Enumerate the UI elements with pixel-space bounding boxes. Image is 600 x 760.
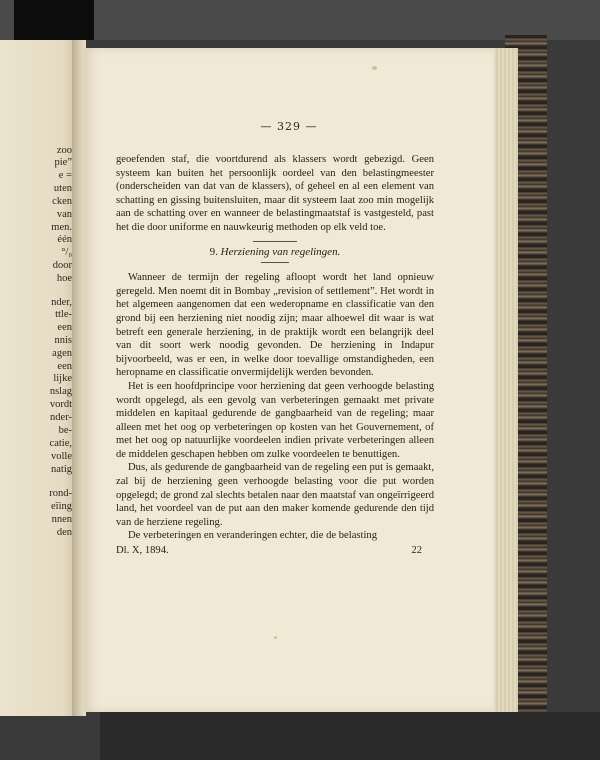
divider <box>261 262 289 263</box>
left-page-text-fragment: eïing <box>51 501 72 512</box>
left-page <box>0 40 78 716</box>
left-page-text-fragment: uten <box>53 183 72 194</box>
left-page-text-fragment: pie” <box>54 157 72 168</box>
section-title: Herziening van regelingen. <box>220 245 341 258</box>
paragraph: Het is een hoofdprincipe voor herziening dat geen verhoogde belasting wordt opgelegd, als een gevolg van verbeteringen gemaakt met private middelen en kapitaal gedurende de gangbaarheid van de regeling; maar alleen met het oog op verbeteringen op kosten van het Gouvernement, of met het oog op natuurlijke voordeelen indien private verbeteringen alleen de middelen geschapen hebben om zulke voordeelen te benuttigen. <box>116 380 434 460</box>
section-heading <box>116 246 434 260</box>
left-page-text-fragment: volle <box>51 451 72 462</box>
left-page-text-fragment: zoo <box>56 145 72 156</box>
paragraph: De verbeteringen en veranderingen echter, die de belasting <box>128 530 377 542</box>
right-page <box>84 48 494 712</box>
intro-paragraph: geoefenden staf, die voortdurend als klassers wordt gebezigd. Geen systeem kan buiten het persoonlijk oordeel van den belastingmeester (onderscheiden van dat van de klassers), of geheel en al een element van schatting en gissing buitensluiten, maar dit systeem laat zoo min mogelijk aan de schatting over en wanneer de belastingmaatstaf is vastgesteld, past het die door uniforme en nauwkeurig methoden op elk veld toe. <box>116 154 434 233</box>
left-page-text-fragment: lijke <box>53 373 72 384</box>
left-page-text-fragment: °/₀ <box>61 247 72 258</box>
paragraph: Dus, als gedurende de gangbaarheid van de regeling een put is gemaakt, zal bij de herziening geen verhoogde belasting voor die put worden opgelegd; de grond zal slechts betalen naar den maatstaf van ongeïrrigeerd land, het voordeel van de put aan den maker komende gedurende den tijd van de herziene regeling. <box>116 462 434 528</box>
left-page-text-fragment: een <box>57 361 72 372</box>
left-page-text-fragment: één <box>57 234 72 245</box>
section-number: 9. <box>209 245 218 258</box>
left-page-text-fragment: rond- <box>49 488 72 499</box>
paper-spot <box>274 636 277 639</box>
left-page-text-fragment: nnis <box>54 335 72 346</box>
left-page-text-fragment: door <box>52 260 72 271</box>
left-page-text-fragment: nslag <box>49 386 72 397</box>
background-bottom <box>100 712 600 760</box>
page-edges <box>490 48 518 712</box>
page-number: — 329 — <box>260 120 318 133</box>
left-page-text-fragment: agen <box>52 348 72 359</box>
left-page-text-fragment: nder- <box>50 412 72 423</box>
left-page-text-fragment: den <box>56 527 72 538</box>
left-page-text-fragment: van <box>56 209 72 220</box>
footer-signature: 22 <box>411 545 422 557</box>
left-page-text-fragment: een <box>57 322 72 333</box>
page-footer <box>116 544 434 558</box>
left-page-text-fragment: hoe <box>56 273 72 284</box>
left-page-text-fragment: e = <box>58 170 72 181</box>
left-page-text-fragment: men. <box>51 222 72 233</box>
left-page-text-fragment: nnen <box>51 514 72 525</box>
left-page-text-fragment: natig <box>51 464 72 475</box>
footer-volume: Dl. X, 1894. <box>116 545 169 557</box>
left-page-text-fragment: catie, <box>49 438 72 449</box>
body-text <box>116 153 434 558</box>
left-page-text-fragment: vordt <box>49 399 72 410</box>
divider <box>253 241 297 242</box>
left-page-text-fragment: cken <box>52 196 72 207</box>
paper-spot <box>372 66 377 70</box>
left-page-text-fragment: nder, <box>51 297 72 308</box>
background-dark-strip <box>14 0 94 40</box>
left-page-text-fragment: ttle- <box>55 309 72 320</box>
paragraph: Wanneer de termijn der regeling afloopt wordt het land opnieuw geregeld. Men noemt dit in Bombay „revision of settlement”. Het wordt in het algemeen aangenomen dat een wederopname en classificatie van den grond bij een herziening niet noodig zijn; maar alhoewel dit waar is wat betreft een generale herziening, in de praktijk wordt een belangrijk deel van dit soort werk noodig gevonden. De herziening in Indapur bijvoorbeeld, was er een, in welke door toevallige omstandigheden, een heropname en classificatie onvermijdelijk werden bevonden. <box>116 272 434 379</box>
left-page-text-fragment: be- <box>58 425 72 436</box>
